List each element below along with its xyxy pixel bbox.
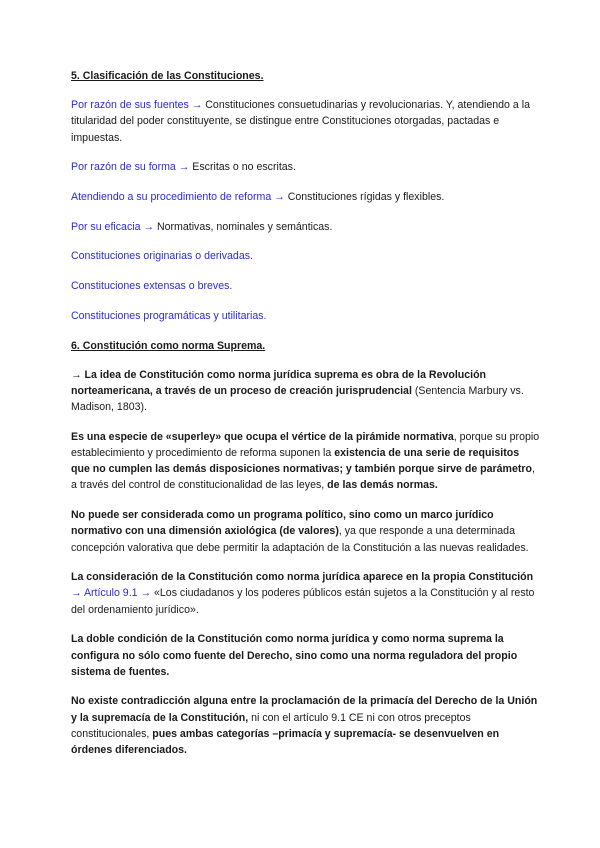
section-5-heading: 5. Clasificación de las Constituciones. <box>71 70 264 82</box>
classification-label: Por su eficacia → <box>71 220 155 233</box>
bold-text: La consideración de la Constitución como norma jurídica aparece en la propia Constitución <box>71 571 534 584</box>
bold-text: No existe contradicción alguna entre la proclamación de la primacía del Derecho de la Unión y la supremacía de la Constitución, <box>71 695 538 724</box>
bold-text: La doble condición de la Constitución como norma jurídica y como norma suprema la configura no sólo como fuente del Derecho, sino como una norma reguladora del propio sistema de fuentes. <box>71 633 518 678</box>
bold-text: Es una especie de «superley» que ocupa el vértice de la pirámide normativa <box>71 430 454 443</box>
body-text: ni con el artículo 9.1 CE ni con otros preceptos constitucionales, <box>71 711 471 740</box>
article-reference: Artículo 9.1 → <box>83 587 152 600</box>
classification-item-length <box>71 278 540 294</box>
paragraph-superley <box>71 429 540 494</box>
classification-label: Por razón de sus fuentes → <box>71 99 203 112</box>
body-text: (Sentencia Marbury vs. Madison, 1803). <box>71 384 524 414</box>
classification-label: Constituciones originarias o derivadas. <box>71 250 253 263</box>
body-text: , ya que responde a una determinada concepción valorativa que debe permitir la adaptación de la Constitución a las nuevas realidades. <box>71 525 529 554</box>
body-text: , porque su propio establecimiento y procedimiento de reforma suponen la <box>71 430 540 460</box>
classification-text: Normativas, nominales y semánticas. <box>154 220 333 233</box>
body-text: , a través del control de constitucionalidad de las leyes, <box>71 463 535 492</box>
bold-text: → La idea de Constitución como norma jurídica suprema es obra de la Revolución norteamericana, a través de un proceso de creación jurisprudencial <box>71 368 487 397</box>
paragraph-article-9-1 <box>71 569 540 618</box>
classification-item-form <box>71 159 540 175</box>
bold-text: de las demás normas. <box>327 479 438 492</box>
classification-item-sources <box>71 97 540 146</box>
bold-text: No puede ser considerada como un programa político, sino como un marco jurídico normativo con una dimensión axiológica (de valores) <box>71 509 494 538</box>
classification-item-efficacy <box>71 219 540 235</box>
paragraph-primacy <box>71 693 540 758</box>
classification-text: Escritas o no escritas. <box>189 161 296 174</box>
classification-item-reform <box>71 189 540 205</box>
arrow-text: → <box>71 587 84 600</box>
classification-item-origin <box>71 248 540 264</box>
classification-label: Constituciones programáticas y utilitarias. <box>71 309 267 322</box>
body-text: «Los ciudadanos y los poderes públicos están sujetos a la Constitución y al resto del ordenamiento jurídico». <box>71 587 535 616</box>
classification-text: Constituciones consuetudinarias y revolucionarias. Y, atendiendo a la titularidad del poder constituyente, se distingue entre Constituciones otorgadas, pactadas e impuestas. <box>71 99 530 144</box>
classification-label: Atendiendo a su procedimiento de reforma → <box>71 191 285 204</box>
classification-item-programmatic <box>71 308 540 324</box>
paragraph-origin <box>71 367 540 416</box>
bold-text: pues ambas categorías –primacía y supremacía- se desenvuelven en órdenes diferenciados. <box>71 727 500 757</box>
paragraph-double-condition <box>71 631 540 680</box>
classification-label: Constituciones extensas o breves. <box>71 280 233 293</box>
paragraph-political-program <box>71 507 540 556</box>
classification-text: Constituciones rígidas y flexibles. <box>284 191 445 204</box>
bold-text: existencia de una serie de requisitos que no cumplen las demás disposiciones normativas; y también porque sirve de parámetro <box>71 447 532 476</box>
section-6-heading: 6. Constitución como norma Suprema. <box>71 339 266 352</box>
classification-label: Por razón de su forma → <box>71 161 190 174</box>
